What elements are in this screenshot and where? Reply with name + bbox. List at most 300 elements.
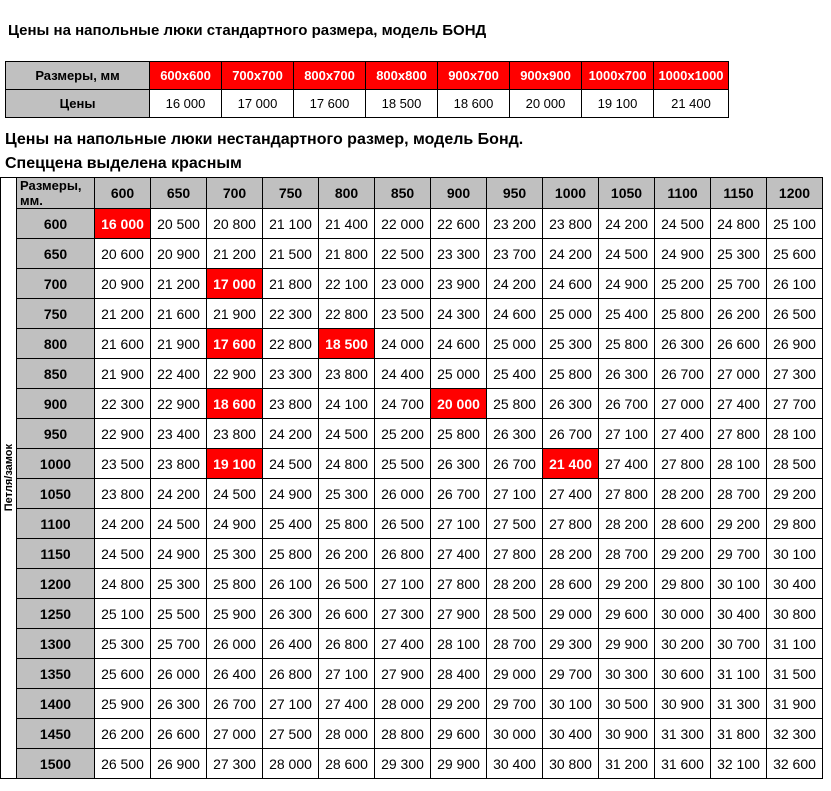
price-cell: 20 600 [95, 239, 151, 269]
price-cell: 24 800 [711, 209, 767, 239]
matrix-row-header: 1500 [17, 749, 95, 779]
price-cell: 26 800 [263, 659, 319, 689]
table-row [1, 749, 823, 779]
price-cell: 27 900 [431, 599, 487, 629]
price-cell: 26 200 [319, 539, 375, 569]
matrix-row-header: 900 [17, 389, 95, 419]
price-cell: 23 800 [543, 209, 599, 239]
custom-prices-title [5, 128, 523, 176]
size-header: 1000x700 [582, 62, 654, 90]
standard-price-row [6, 90, 729, 118]
price-cell: 25 700 [711, 269, 767, 299]
price-cell: 27 300 [375, 599, 431, 629]
table-row [1, 629, 823, 659]
price-cell: 25 400 [487, 359, 543, 389]
price-cell: 23 800 [263, 389, 319, 419]
price-cell: 24 900 [263, 479, 319, 509]
price-cell: 26 500 [95, 749, 151, 779]
price-cell: 25 800 [599, 329, 655, 359]
price-cell: 25 500 [151, 599, 207, 629]
price-cell: 28 800 [375, 719, 431, 749]
price-cell: 29 700 [487, 689, 543, 719]
price-cell: 22 300 [263, 299, 319, 329]
price-cell: 31 500 [767, 659, 823, 689]
price-cell: 21 200 [95, 299, 151, 329]
price-cell: 29 200 [655, 539, 711, 569]
price-cell: 24 300 [431, 299, 487, 329]
price-cell: 30 900 [655, 689, 711, 719]
price-cell: 27 400 [319, 689, 375, 719]
size-header: 1000x1000 [654, 62, 729, 90]
matrix-row-header: 750 [17, 299, 95, 329]
price-cell: 24 100 [319, 389, 375, 419]
price-cell: 28 100 [431, 629, 487, 659]
hinge-lock-axis-label: Петля/замок [2, 444, 15, 512]
price-cell: 26 200 [711, 299, 767, 329]
price-cell: 24 500 [599, 239, 655, 269]
price-cell: 32 300 [767, 719, 823, 749]
price-cell: 28 500 [767, 449, 823, 479]
price-cell: 22 100 [319, 269, 375, 299]
price-cell: 28 600 [655, 509, 711, 539]
price-cell: 31 100 [767, 629, 823, 659]
price-cell: 25 800 [431, 419, 487, 449]
price-cell: 26 900 [151, 749, 207, 779]
price-cell: 17 600 [294, 90, 366, 118]
price-cell: 31 300 [655, 719, 711, 749]
table-row [1, 269, 823, 299]
price-cell: 31 200 [599, 749, 655, 779]
price-cell: 27 800 [711, 419, 767, 449]
table-row [1, 659, 823, 689]
price-cell: 24 600 [487, 299, 543, 329]
price-cell: 23 800 [207, 419, 263, 449]
price-cell: 24 900 [151, 539, 207, 569]
price-cell: 29 800 [767, 509, 823, 539]
price-cell: 24 600 [543, 269, 599, 299]
price-cell: 22 000 [375, 209, 431, 239]
price-cell: 27 400 [375, 629, 431, 659]
price-cell: 25 800 [207, 569, 263, 599]
price-cell: 30 400 [543, 719, 599, 749]
price-cell: 27 500 [487, 509, 543, 539]
table-row [1, 599, 823, 629]
price-cell: 25 900 [95, 689, 151, 719]
price-cell: 27 700 [767, 389, 823, 419]
price-cell: 24 200 [487, 269, 543, 299]
price-cell: 25 300 [95, 629, 151, 659]
size-header: 600x600 [150, 62, 222, 90]
price-cell: 21 900 [207, 299, 263, 329]
matrix-row-header: 1450 [17, 719, 95, 749]
price-cell: 22 800 [263, 329, 319, 359]
price-cell: 25 300 [319, 479, 375, 509]
price-cell: 26 300 [431, 449, 487, 479]
matrix-row-header: 1250 [17, 599, 95, 629]
price-cell: 26 500 [767, 299, 823, 329]
price-cell: 26 000 [375, 479, 431, 509]
matrix-column-header: 650 [151, 178, 207, 209]
price-cell: 30 400 [487, 749, 543, 779]
custom-price-matrix [0, 177, 823, 779]
price-cell: 23 800 [95, 479, 151, 509]
price-cell: 25 800 [263, 539, 319, 569]
price-cell: 27 000 [207, 719, 263, 749]
price-cell: 24 500 [655, 209, 711, 239]
price-cell: 20 500 [151, 209, 207, 239]
price-cell: 31 100 [711, 659, 767, 689]
matrix-corner-label: Размеры, мм. [17, 178, 95, 209]
price-cell: 31 900 [767, 689, 823, 719]
price-cell: 24 900 [207, 509, 263, 539]
price-cell: 25 900 [207, 599, 263, 629]
price-cell: 28 700 [711, 479, 767, 509]
price-cell: 27 000 [711, 359, 767, 389]
price-cell: 28 600 [319, 749, 375, 779]
matrix-column-header: 1050 [599, 178, 655, 209]
price-cell: 26 600 [711, 329, 767, 359]
price-cell: 29 900 [431, 749, 487, 779]
price-cell: 29 200 [711, 509, 767, 539]
price-cell: 21 200 [207, 239, 263, 269]
price-cell: 27 800 [543, 509, 599, 539]
price-cell: 26 700 [655, 359, 711, 389]
matrix-row-header: 1200 [17, 569, 95, 599]
matrix-row-header: 1000 [17, 449, 95, 479]
price-cell: 24 000 [375, 329, 431, 359]
matrix-row-header: 1100 [17, 509, 95, 539]
price-cell: 26 300 [599, 359, 655, 389]
matrix-column-header: 1150 [711, 178, 767, 209]
price-cell: 18 600 [438, 90, 510, 118]
price-cell: 27 900 [375, 659, 431, 689]
price-cell: 26 300 [151, 689, 207, 719]
price-cell: 27 400 [599, 449, 655, 479]
price-cell: 26 300 [487, 419, 543, 449]
price-cell: 26 600 [319, 599, 375, 629]
price-cell: 22 800 [319, 299, 375, 329]
price-cell: 28 500 [487, 599, 543, 629]
price-cell: 28 000 [375, 689, 431, 719]
price-cell: 23 500 [95, 449, 151, 479]
price-cell: 29 900 [599, 629, 655, 659]
price-cell: 22 400 [151, 359, 207, 389]
price-cell: 25 200 [655, 269, 711, 299]
price-cell: 27 300 [207, 749, 263, 779]
price-cell: 30 000 [487, 719, 543, 749]
price-cell: 24 700 [375, 389, 431, 419]
matrix-column-header: 850 [375, 178, 431, 209]
standard-price-table [5, 61, 729, 118]
matrix-row-header: 650 [17, 239, 95, 269]
price-cell: 23 400 [151, 419, 207, 449]
price-cell: 30 000 [655, 599, 711, 629]
price-cell: 22 900 [207, 359, 263, 389]
price-cell: 24 200 [151, 479, 207, 509]
custom-prices-title-line1: Цены на напольные люки нестандартного размер, модель Бонд. [5, 131, 524, 148]
table-row [1, 329, 823, 359]
matrix-row-header: 1300 [17, 629, 95, 659]
price-cell: 25 300 [207, 539, 263, 569]
size-header: 800x800 [366, 62, 438, 90]
price-cell: 26 400 [207, 659, 263, 689]
matrix-row-header: 1050 [17, 479, 95, 509]
price-cell: 23 000 [375, 269, 431, 299]
price-cell: 16 000 [150, 90, 222, 118]
price-cell: 25 500 [375, 449, 431, 479]
table-row [1, 359, 823, 389]
side-axis-cell [1, 178, 17, 779]
standard-prices-title: Цены на напольные люки стандартного размера, модель БОНД [8, 22, 487, 39]
price-cell: 23 700 [487, 239, 543, 269]
price-cell: 25 600 [767, 239, 823, 269]
matrix-column-header: 900 [431, 178, 487, 209]
price-cell: 24 200 [599, 209, 655, 239]
matrix-row-header: 1350 [17, 659, 95, 689]
price-cell: 27 100 [263, 689, 319, 719]
price-cell: 24 400 [375, 359, 431, 389]
price-cell: 26 100 [263, 569, 319, 599]
price-cell: 22 600 [431, 209, 487, 239]
price-cell: 27 800 [431, 569, 487, 599]
price-cell: 25 800 [319, 509, 375, 539]
price-cell: 26 500 [319, 569, 375, 599]
price-cell: 29 200 [767, 479, 823, 509]
price-cell: 24 900 [599, 269, 655, 299]
table-row [1, 689, 823, 719]
price-cell: 25 200 [375, 419, 431, 449]
price-cell: 26 400 [263, 629, 319, 659]
price-cell: 28 100 [711, 449, 767, 479]
price-cell: 25 000 [487, 329, 543, 359]
price-cell: 26 200 [95, 719, 151, 749]
size-label: Размеры, мм [6, 62, 150, 90]
price-cell: 27 800 [487, 539, 543, 569]
price-cell: 29 000 [543, 599, 599, 629]
price-cell: 25 300 [151, 569, 207, 599]
price-cell: 24 800 [95, 569, 151, 599]
special-price-cell: 19 100 [207, 449, 263, 479]
price-cell: 26 000 [207, 629, 263, 659]
price-cell: 30 200 [655, 629, 711, 659]
price-cell: 24 500 [151, 509, 207, 539]
price-cell: 23 300 [263, 359, 319, 389]
price-cell: 27 500 [263, 719, 319, 749]
price-cell: 29 800 [655, 569, 711, 599]
price-cell: 25 800 [487, 389, 543, 419]
matrix-header-row [1, 178, 823, 209]
price-cell: 26 300 [543, 389, 599, 419]
price-cell: 30 300 [599, 659, 655, 689]
price-cell: 27 000 [655, 389, 711, 419]
price-cell: 28 000 [319, 719, 375, 749]
price-cell: 24 500 [319, 419, 375, 449]
price-cell: 28 200 [655, 479, 711, 509]
price-cell: 29 300 [543, 629, 599, 659]
price-cell: 29 700 [543, 659, 599, 689]
price-cell: 26 700 [599, 389, 655, 419]
price-cell: 29 000 [487, 659, 543, 689]
price-cell: 28 000 [263, 749, 319, 779]
price-cell: 24 600 [431, 329, 487, 359]
matrix-column-header: 800 [319, 178, 375, 209]
matrix-row-header: 1400 [17, 689, 95, 719]
matrix-column-header: 1000 [543, 178, 599, 209]
price-cell: 21 900 [95, 359, 151, 389]
table-row [1, 389, 823, 419]
price-cell: 32 100 [711, 749, 767, 779]
price-cell: 29 200 [599, 569, 655, 599]
price-cell: 27 100 [319, 659, 375, 689]
special-price-cell: 16 000 [95, 209, 151, 239]
special-price-cell: 18 500 [319, 329, 375, 359]
price-cell: 30 100 [767, 539, 823, 569]
price-cell: 24 900 [655, 239, 711, 269]
price-cell: 21 100 [263, 209, 319, 239]
price-cell: 23 900 [431, 269, 487, 299]
price-cell: 25 100 [767, 209, 823, 239]
price-cell: 25 400 [599, 299, 655, 329]
price-cell: 28 400 [431, 659, 487, 689]
price-cell: 25 600 [95, 659, 151, 689]
price-cell: 32 600 [767, 749, 823, 779]
price-cell: 24 200 [543, 239, 599, 269]
matrix-column-header: 600 [95, 178, 151, 209]
price-label: Цены [6, 90, 150, 118]
matrix-column-header: 1200 [767, 178, 823, 209]
price-cell: 21 200 [151, 269, 207, 299]
special-price-cell: 17 000 [207, 269, 263, 299]
price-cell: 22 300 [95, 389, 151, 419]
price-cell: 27 800 [599, 479, 655, 509]
price-cell: 26 700 [431, 479, 487, 509]
size-header: 900x700 [438, 62, 510, 90]
price-cell: 26 700 [207, 689, 263, 719]
standard-size-row [6, 62, 729, 90]
price-cell: 26 300 [655, 329, 711, 359]
price-cell: 31 300 [711, 689, 767, 719]
price-cell: 25 300 [711, 239, 767, 269]
price-cell: 27 400 [543, 479, 599, 509]
price-cell: 22 900 [151, 389, 207, 419]
price-cell: 29 700 [711, 539, 767, 569]
table-row [1, 299, 823, 329]
table-row [1, 719, 823, 749]
matrix-column-header: 700 [207, 178, 263, 209]
price-cell: 21 600 [95, 329, 151, 359]
special-price-cell: 18 600 [207, 389, 263, 419]
price-cell: 21 400 [654, 90, 729, 118]
price-cell: 30 600 [655, 659, 711, 689]
table-row [1, 419, 823, 449]
price-cell: 25 100 [95, 599, 151, 629]
matrix-column-header: 750 [263, 178, 319, 209]
price-cell: 27 400 [711, 389, 767, 419]
price-cell: 27 100 [599, 419, 655, 449]
price-cell: 21 400 [319, 209, 375, 239]
price-cell: 24 200 [263, 419, 319, 449]
price-cell: 20 900 [95, 269, 151, 299]
price-cell: 26 100 [767, 269, 823, 299]
price-cell: 28 200 [543, 539, 599, 569]
price-cell: 26 900 [767, 329, 823, 359]
table-row [1, 479, 823, 509]
price-cell: 30 500 [599, 689, 655, 719]
price-cell: 30 100 [711, 569, 767, 599]
price-cell: 27 100 [431, 509, 487, 539]
price-cell: 30 900 [599, 719, 655, 749]
price-cell: 20 000 [510, 90, 582, 118]
price-cell: 29 300 [375, 749, 431, 779]
price-cell: 26 000 [151, 659, 207, 689]
price-cell: 29 200 [431, 689, 487, 719]
price-cell: 24 200 [95, 509, 151, 539]
price-cell: 24 500 [95, 539, 151, 569]
table-row [1, 509, 823, 539]
price-cell: 21 800 [319, 239, 375, 269]
price-cell: 21 600 [151, 299, 207, 329]
price-cell: 24 500 [207, 479, 263, 509]
price-cell: 27 400 [655, 419, 711, 449]
price-cell: 31 800 [711, 719, 767, 749]
custom-prices-note: Спеццена выделена красным [5, 155, 242, 172]
price-cell: 27 800 [655, 449, 711, 479]
size-header: 900x900 [510, 62, 582, 90]
price-cell: 30 100 [543, 689, 599, 719]
price-cell: 26 800 [375, 539, 431, 569]
price-cell: 27 100 [375, 569, 431, 599]
price-cell: 19 100 [582, 90, 654, 118]
matrix-row-header: 800 [17, 329, 95, 359]
price-cell: 27 400 [431, 539, 487, 569]
price-cell: 17 000 [222, 90, 294, 118]
price-cell: 23 300 [431, 239, 487, 269]
price-cell: 25 800 [655, 299, 711, 329]
price-cell: 30 800 [767, 599, 823, 629]
price-cell: 28 700 [599, 539, 655, 569]
table-row [1, 569, 823, 599]
price-cell: 28 100 [767, 419, 823, 449]
price-cell: 27 100 [487, 479, 543, 509]
price-cell: 23 200 [487, 209, 543, 239]
special-price-cell: 20 000 [431, 389, 487, 419]
price-cell: 30 800 [543, 749, 599, 779]
price-cell: 26 700 [487, 449, 543, 479]
price-cell: 28 600 [543, 569, 599, 599]
special-price-cell: 17 600 [207, 329, 263, 359]
price-cell: 25 300 [543, 329, 599, 359]
matrix-row-header: 950 [17, 419, 95, 449]
price-cell: 29 600 [599, 599, 655, 629]
price-cell: 20 900 [151, 239, 207, 269]
price-cell: 21 500 [263, 239, 319, 269]
price-cell: 26 300 [263, 599, 319, 629]
price-cell: 21 900 [151, 329, 207, 359]
price-cell: 26 800 [319, 629, 375, 659]
price-cell: 31 600 [655, 749, 711, 779]
price-cell: 25 800 [543, 359, 599, 389]
price-cell: 30 400 [767, 569, 823, 599]
price-cell: 24 800 [319, 449, 375, 479]
price-cell: 23 800 [151, 449, 207, 479]
price-cell: 28 200 [599, 509, 655, 539]
price-cell: 25 400 [263, 509, 319, 539]
price-cell: 22 900 [95, 419, 151, 449]
price-cell: 23 800 [319, 359, 375, 389]
price-cell: 20 800 [207, 209, 263, 239]
price-cell: 25 700 [151, 629, 207, 659]
price-cell: 23 500 [375, 299, 431, 329]
